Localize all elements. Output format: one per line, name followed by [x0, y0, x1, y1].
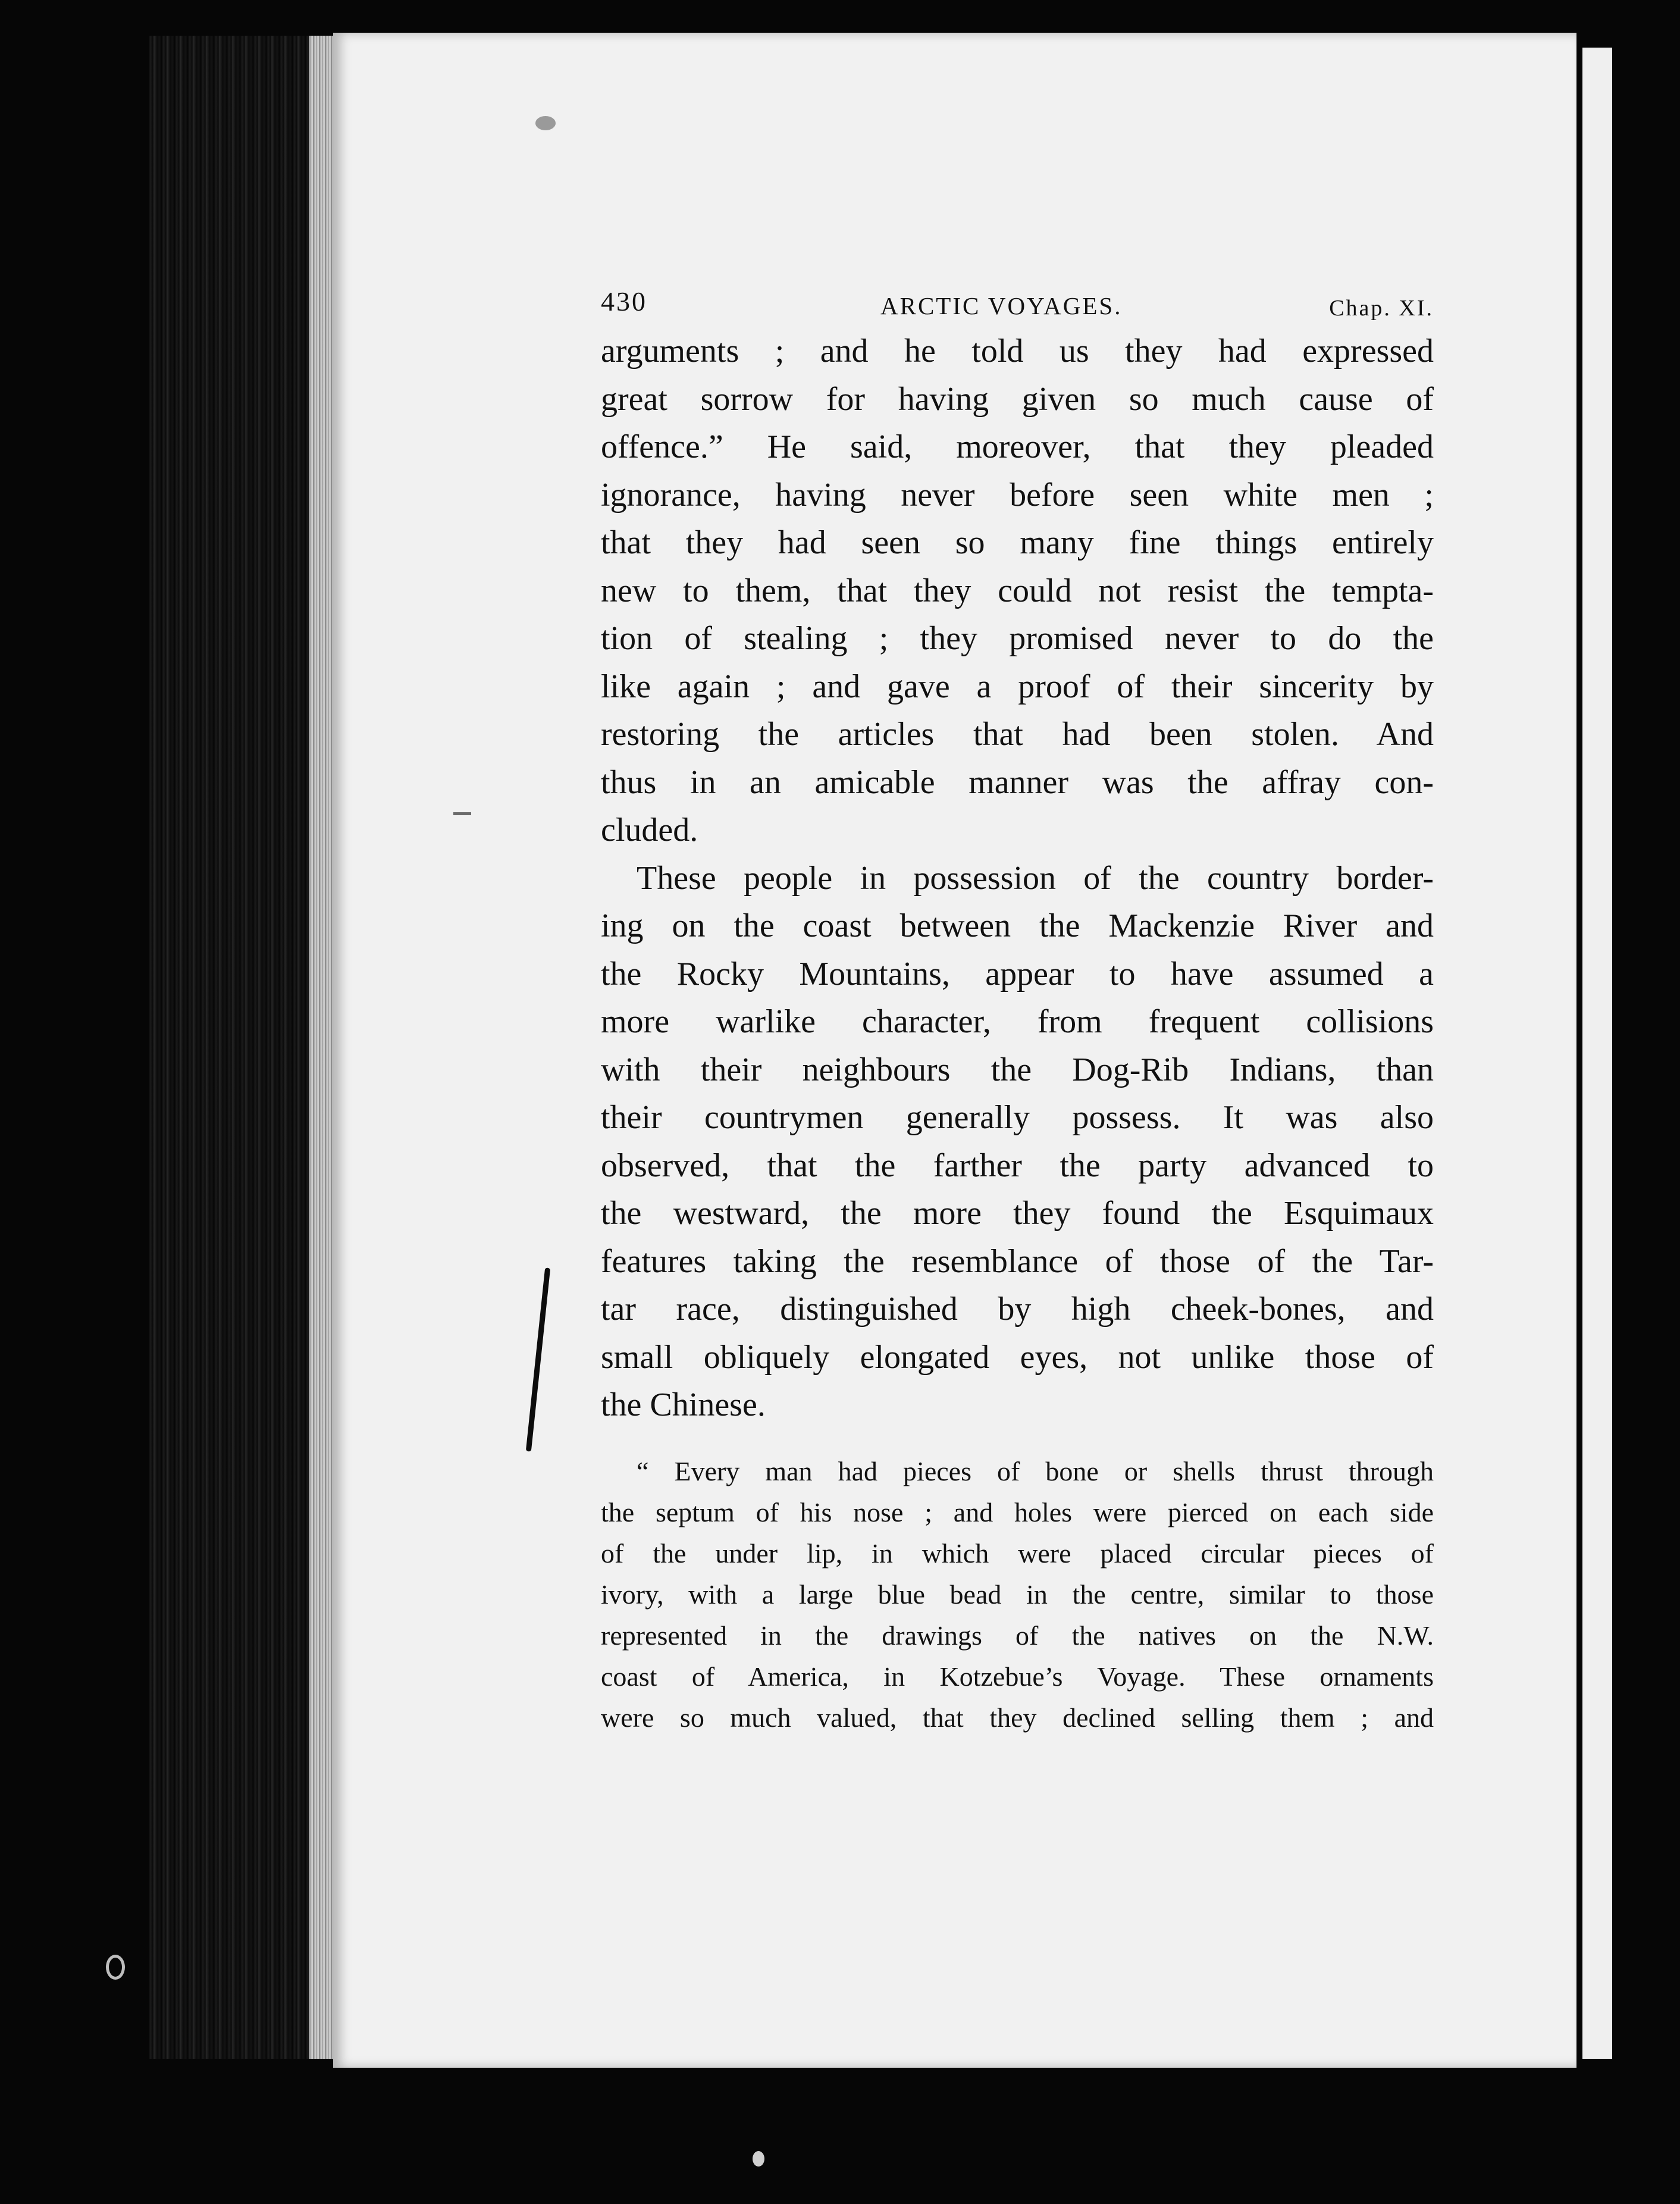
text-line: with their neighbours the Dog-Rib Indians, than — [601, 1051, 1434, 1088]
text-line: small obliquely elongated eyes, not unlike those of — [601, 1338, 1434, 1376]
text-line: ignorance, having never before seen white men ; — [601, 476, 1434, 514]
text-line: more warlike character, from frequent collisions — [601, 1003, 1434, 1040]
book-spine — [149, 36, 327, 2059]
quote-line: coast of America, in Kotzebue’s Voyage. These ornaments — [601, 1661, 1434, 1692]
block-quote — [601, 1451, 1434, 1738]
page-smudge — [535, 116, 556, 130]
text-line: thus in an amicable manner was the affray con- — [601, 763, 1434, 801]
text-line: great sorrow for having given so much cause of — [601, 380, 1434, 418]
chapter-label: Chap. XI. — [1329, 296, 1434, 321]
text-line: the Rocky Mountains, appear to have assumed a — [601, 955, 1434, 993]
quote-line: of the under lip, in which were placed circular pieces of — [601, 1538, 1434, 1569]
quote-line: ivory, with a large blue bead in the centre, similar to those — [601, 1579, 1434, 1610]
text-line: features taking the resemblance of those of the Tar- — [601, 1242, 1434, 1280]
running-head — [601, 280, 1434, 327]
text-line: their countrymen generally possess. It was also — [601, 1099, 1434, 1136]
text-line: observed, that the farther the party advanced to — [601, 1147, 1434, 1184]
margin-dash-mark — [453, 812, 471, 815]
running-title: ARCTIC VOYAGES. — [880, 292, 1123, 320]
text-line: the Chinese. — [601, 1386, 766, 1423]
text-line: like again ; and gave a proof of their sincerity by — [601, 668, 1434, 705]
text-line: tar race, distinguished by high cheek-bones, and — [601, 1291, 1434, 1328]
text-line: that they had seen so many fine things entirely — [601, 524, 1434, 561]
text-line: new to them, that they could not resist the tempta- — [601, 572, 1434, 609]
paragraph-1 — [601, 327, 1434, 854]
page-text — [601, 280, 1434, 1738]
text-line: cluded. — [601, 812, 698, 849]
quote-line: represented in the drawings of the natives on the N.W. — [601, 1620, 1434, 1651]
text-line: restoring the articles that had been stolen. And — [601, 716, 1434, 753]
text-line: the westward, the more they found the Esquimaux — [601, 1195, 1434, 1232]
text-line: arguments ; and he told us they had expressed — [601, 333, 1434, 370]
bottom-ornament — [753, 2151, 764, 2167]
text-line: These people in possession of the country border- — [637, 859, 1434, 897]
paragraph-2 — [601, 854, 1434, 1429]
quote-line: the septum of his nose ; and holes were pierced on each side — [601, 1497, 1434, 1527]
quote-line: were so much valued, that they declined selling them ; and — [601, 1702, 1434, 1733]
page-number: 430 — [601, 286, 647, 317]
binding-hole — [106, 1955, 125, 1980]
text-line: offence.” He said, moreover, that they pleaded — [601, 428, 1434, 465]
text-line: ing on the coast between the Mackenzie River and — [601, 907, 1434, 944]
facing-page-edge — [1582, 48, 1612, 2059]
quote-line: “ Every man had pieces of bone or shells thrust through — [637, 1455, 1434, 1486]
text-line: tion of stealing ; they promised never to do the — [601, 620, 1434, 657]
